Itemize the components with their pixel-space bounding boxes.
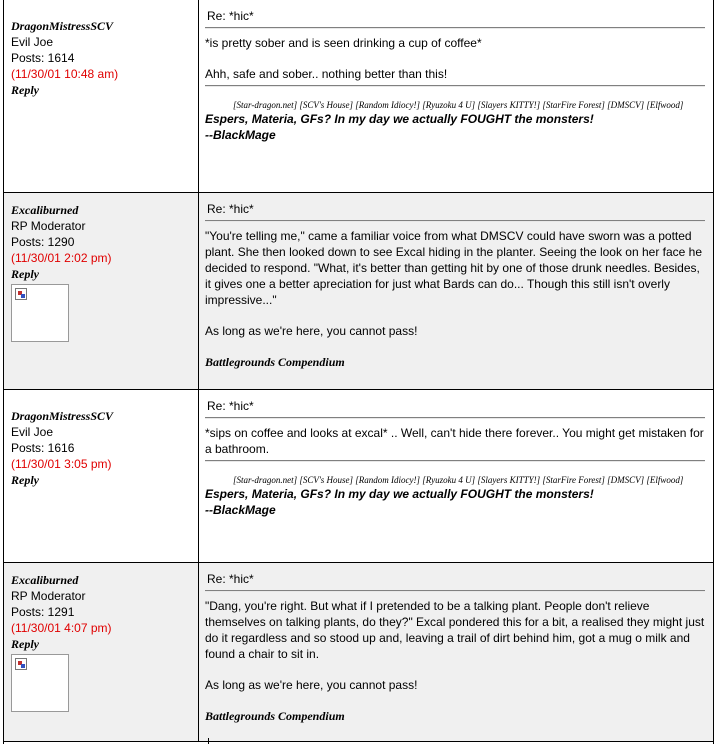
author-name[interactable]: DragonMistressSCV [11,19,114,33]
divider [205,220,705,222]
signature-links[interactable]: [Star-dragon.net] [SCV's House] [Random Idiocy!] [Ryuzoku 4 U] [Slayers KITTY!] [StarFire Forest] [DMSCV] [Elfwood] [233,475,684,485]
signature-link[interactable]: Battlegrounds Compendium [205,709,345,723]
post-subject: Re: *hic* [207,399,254,413]
reply-link[interactable]: Reply [11,267,39,281]
broken-image-icon [15,658,27,670]
author-rank: RP Moderator [11,219,86,233]
post-subject: Re: *hic* [207,572,254,586]
post-author-panel [4,563,199,741]
post-content [199,563,713,741]
post [3,563,714,742]
post [3,390,714,563]
reply-link[interactable]: Reply [11,473,39,487]
post-subject: Re: *hic* [207,202,254,216]
post-paragraph: *sips on coffee and looks at excal* .. Well, can't hide there forever.. You might get mistaken for a bathroom. [205,426,704,456]
post-author-panel [4,390,199,562]
broken-image-icon [15,288,27,300]
column-divider [208,738,209,744]
post-content [199,390,713,562]
signature-link[interactable]: Battlegrounds Compendium [205,355,345,369]
post-body [205,425,705,457]
post-paragraph: "Dang, you're right. But what if I pretended to be a talking plant. People don't relieve themselves on talking plants, do they?" Excal pondered this for a bit, a realised they might just do it regardless and so stood up and, leaving a trail of dirt behind him, got a mug o milk and found a chair to sit in. [205,599,705,661]
post [3,0,714,193]
avatar [11,284,69,342]
post-paragraph: As long as we're here, you cannot pass! [205,678,418,692]
post-author-panel [4,193,199,389]
post [3,193,714,390]
divider [205,27,705,29]
avatar [11,654,69,712]
author-post-count: Posts: 1290 [11,235,75,249]
signature-quote: Espers, Materia, GFs? In my day we actually FOUGHT the monsters! [205,112,594,126]
signature-quote-author: --BlackMage [205,128,276,142]
post-body [205,598,705,693]
post-paragraph: *is pretty sober and is seen drinking a cup of coffee* [205,36,482,50]
signature-divider [205,85,705,87]
post-content [199,0,713,192]
divider [205,417,705,419]
post-subject: Re: *hic* [207,9,254,23]
post-date: (11/30/01 10:48 am) [11,67,119,81]
signature-divider [205,460,705,462]
reply-link[interactable]: Reply [11,83,39,97]
post-body [205,35,705,82]
author-post-count: Posts: 1616 [11,441,75,455]
signature-quote-author: --BlackMage [205,503,276,517]
signature-links[interactable]: [Star-dragon.net] [SCV's House] [Random Idiocy!] [Ryuzoku 4 U] [Slayers KITTY!] [StarFire Forest] [DMSCV] [Elfwood] [233,100,684,110]
author-post-count: Posts: 1614 [11,51,75,65]
post-body [205,228,705,339]
author-name[interactable]: Excaliburned [11,203,79,217]
author-name[interactable]: DragonMistressSCV [11,409,114,423]
author-rank: Evil Joe [11,425,54,439]
divider [205,590,705,592]
post-content [199,193,713,389]
author-post-count: Posts: 1291 [11,605,75,619]
post-paragraph: "You're telling me," came a familiar voice from what DMSCV could have sworn was a potted plant. She then looked down to see Excal hiding in the planter. Seeing the look on her face he decided to respond. "What, it's better than getting hit by one of those drunk needles. Besides, it gives one a better apreciation for just what Bards can do... Though this still isn't overly impressive..." [205,229,703,307]
author-name[interactable]: Excaliburned [11,573,79,587]
post-paragraph: Ahh, safe and sober.. nothing better than this! [205,67,448,81]
author-rank: RP Moderator [11,589,86,603]
post-date: (11/30/01 2:02 pm) [11,251,112,265]
thread [3,0,714,742]
author-rank: Evil Joe [11,35,54,49]
next-post-edge [3,738,714,744]
signature-quote: Espers, Materia, GFs? In my day we actually FOUGHT the monsters! [205,487,594,501]
post-date: (11/30/01 4:07 pm) [11,621,112,635]
post-date: (11/30/01 3:05 pm) [11,457,112,471]
post-paragraph: As long as we're here, you cannot pass! [205,324,418,338]
reply-link[interactable]: Reply [11,637,39,651]
post-author-panel [4,0,199,192]
